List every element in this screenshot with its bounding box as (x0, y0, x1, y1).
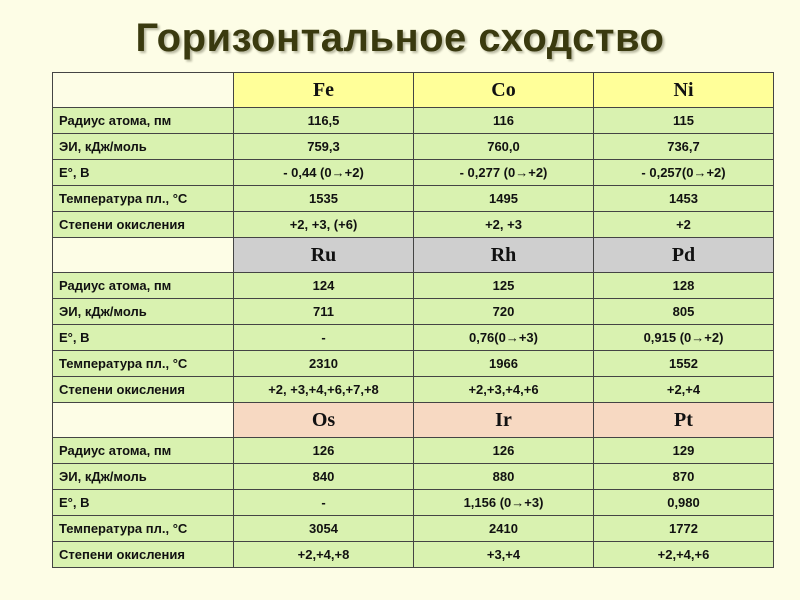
table-row (53, 160, 774, 186)
group-header-row (53, 73, 774, 108)
table-cell: +2,+4,+6 (594, 542, 774, 568)
properties-table (52, 72, 774, 568)
table-cell: 0,980 (594, 490, 774, 516)
row-label-radius: Радиус атома, пм (53, 438, 234, 464)
element-symbol: Rh (414, 238, 594, 273)
table-cell: +2,+4,+8 (234, 542, 414, 568)
table-cell: 870 (594, 464, 774, 490)
table-cell: 2310 (234, 351, 414, 377)
table-cell: 1453 (594, 186, 774, 212)
row-label-radius: Радиус атома, пм (53, 108, 234, 134)
table-row (53, 212, 774, 238)
table-cell: +2, +3,+4,+6,+7,+8 (234, 377, 414, 403)
table-cell: 880 (414, 464, 594, 490)
row-label-e0: E°, В (53, 325, 234, 351)
table-cell: 126 (234, 438, 414, 464)
table-cell: 0,915 (0→+2) (594, 325, 774, 351)
table-cell: 720 (414, 299, 594, 325)
table-cell: +2,+4 (594, 377, 774, 403)
table-cell: 0,76(0→+3) (414, 325, 594, 351)
table-row (53, 438, 774, 464)
row-label-temp: Температура пл., °С (53, 516, 234, 542)
table-cell: 1552 (594, 351, 774, 377)
element-symbol: Ir (414, 403, 594, 438)
table-cell: 2410 (414, 516, 594, 542)
group-header-row (53, 403, 774, 438)
table-cell: 1535 (234, 186, 414, 212)
row-label-ei: ЭИ, кДж/моль (53, 464, 234, 490)
table-cell: +3,+4 (414, 542, 594, 568)
blank-cell (53, 73, 234, 108)
element-symbol: Pt (594, 403, 774, 438)
table-cell: 115 (594, 108, 774, 134)
table-cell: 840 (234, 464, 414, 490)
element-symbol: Os (234, 403, 414, 438)
table-cell: - (234, 490, 414, 516)
table-cell: 759,3 (234, 134, 414, 160)
table-cell: 116 (414, 108, 594, 134)
element-symbol: Pd (594, 238, 774, 273)
table-row (53, 490, 774, 516)
table-row (53, 134, 774, 160)
table-cell: - 0,44 (0→+2) (234, 160, 414, 186)
table-cell: - 0,257(0→+2) (594, 160, 774, 186)
table-cell: 126 (414, 438, 594, 464)
row-label-ox: Степени окисления (53, 377, 234, 403)
table-cell: 128 (594, 273, 774, 299)
table-cell: 736,7 (594, 134, 774, 160)
row-label-ox: Степени окисления (53, 542, 234, 568)
table-cell: - (234, 325, 414, 351)
table-row (53, 299, 774, 325)
row-label-e0: E°, В (53, 490, 234, 516)
table-cell: 805 (594, 299, 774, 325)
row-label-ei: ЭИ, кДж/моль (53, 299, 234, 325)
table-row (53, 377, 774, 403)
table-cell: 125 (414, 273, 594, 299)
table-row (53, 516, 774, 542)
table-row (53, 108, 774, 134)
table-row (53, 273, 774, 299)
table-cell: +2, +3 (414, 212, 594, 238)
table-cell: 124 (234, 273, 414, 299)
table-row (53, 186, 774, 212)
table-row (53, 351, 774, 377)
table-cell: +2,+3,+4,+6 (414, 377, 594, 403)
table-row (53, 464, 774, 490)
row-label-e0: E°, В (53, 160, 234, 186)
table-cell: 1495 (414, 186, 594, 212)
table-cell: 3054 (234, 516, 414, 542)
row-label-ox: Степени окисления (53, 212, 234, 238)
element-symbol: Co (414, 73, 594, 108)
table-cell: 1772 (594, 516, 774, 542)
row-label-ei: ЭИ, кДж/моль (53, 134, 234, 160)
table-cell: 129 (594, 438, 774, 464)
row-label-temp: Температура пл., °С (53, 351, 234, 377)
table-cell: 711 (234, 299, 414, 325)
table-cell: 116,5 (234, 108, 414, 134)
element-symbol: Fe (234, 73, 414, 108)
table-cell: +2 (594, 212, 774, 238)
page-title: Горизонтальное сходство (135, 16, 665, 60)
row-label-temp: Температура пл., °С (53, 186, 234, 212)
row-label-radius: Радиус атома, пм (53, 273, 234, 299)
group-header-row (53, 238, 774, 273)
table-row (53, 325, 774, 351)
table-cell: 1,156 (0→+3) (414, 490, 594, 516)
table-cell: - 0,277 (0→+2) (414, 160, 594, 186)
table-cell: 760,0 (414, 134, 594, 160)
table-row (53, 542, 774, 568)
table-cell: 1966 (414, 351, 594, 377)
blank-cell (53, 403, 234, 438)
element-symbol: Ru (234, 238, 414, 273)
table-cell: +2, +3, (+6) (234, 212, 414, 238)
element-symbol: Ni (594, 73, 774, 108)
blank-cell (53, 238, 234, 273)
